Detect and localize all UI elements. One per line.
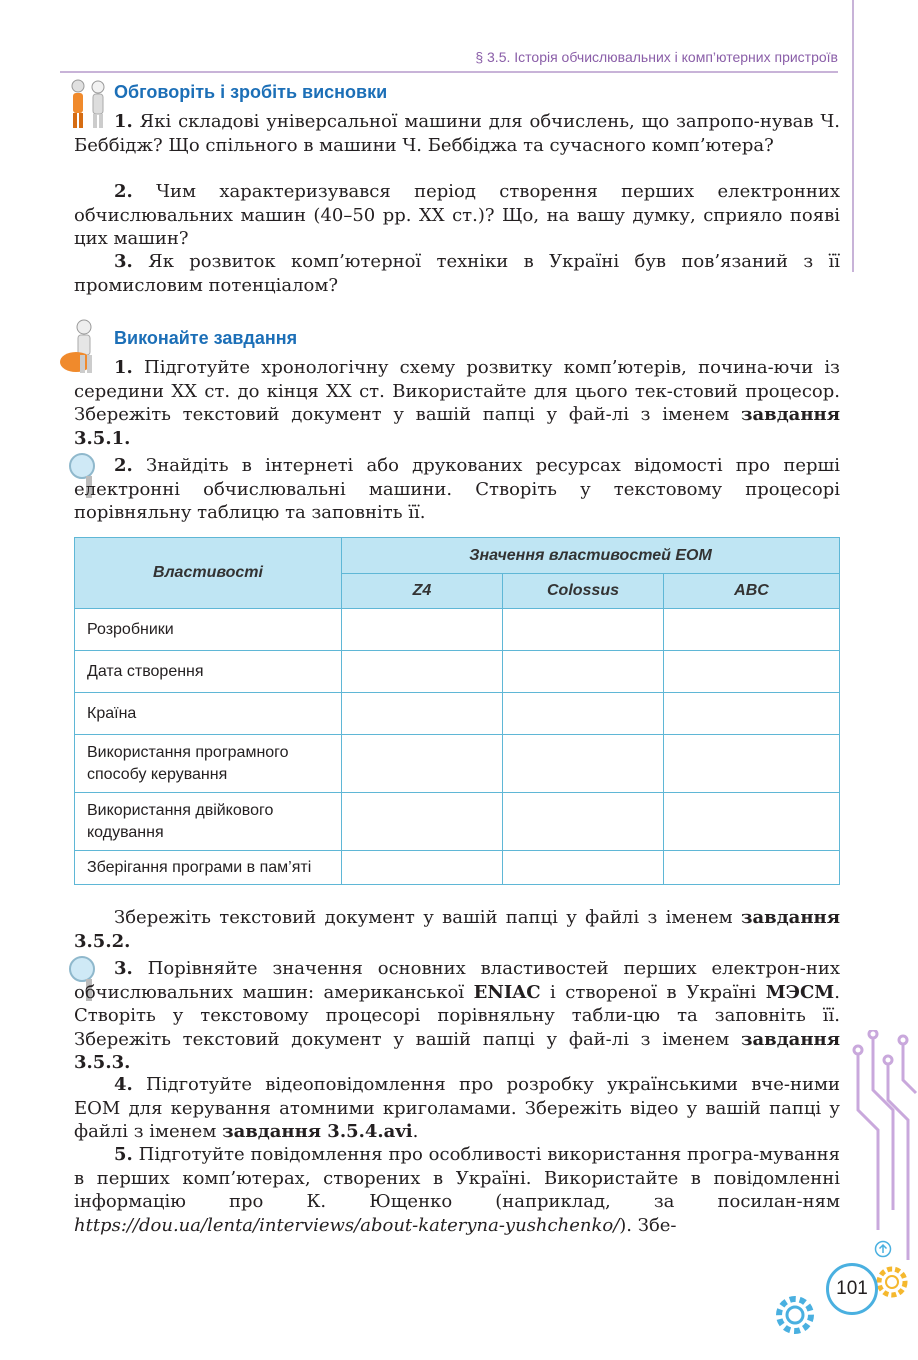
row-label: Зберігання програми в пам’яті	[75, 851, 342, 885]
table-header-machine: Z4	[342, 574, 503, 609]
task-2: 2. Знайдіть в інтернеті або друкованих ресурсах відомості про перші електронні обчислювальні машини. Створіть у текстовому процесорі порівняльну таблицю та заповніть її.	[74, 455, 840, 523]
task-1: 1. Підготуйте хронологічну схему розвитку комп’ютерів, почина-ючи із середини XX ст. до кінця XX ст. Використайте для цього тек-стовий процесор. Збережіть текстовий документ у вашій папці у фай-лі з іменем завдання 3.5.1.	[74, 357, 840, 449]
table-row	[75, 693, 840, 735]
table-header-group: Значення властивостей ЕОМ	[342, 538, 840, 574]
margin-rule	[852, 0, 854, 272]
table-header-machine: Colossus	[503, 574, 664, 609]
row-label: Дата створення	[75, 651, 342, 693]
table-header-machine: ABC	[664, 574, 840, 609]
gear-icon	[872, 1262, 912, 1302]
question-1: 1. Які складові універсальної машини для обчислень, що запропо-нував Ч. Беббідж? Що спільного в машини Ч. Беббіджа та сучасного комп’ютера?	[74, 111, 840, 156]
table-row	[75, 851, 840, 885]
reference-link[interactable]: https://dou.ua/lenta/interviews/about-kateryna-yushchenko/	[74, 1214, 620, 1236]
page-number: 101	[826, 1263, 878, 1315]
section-title-tasks: Виконайте завдання	[114, 328, 298, 348]
gear-icon	[770, 1290, 820, 1340]
task-5: 5. Підготуйте повідомлення про особливості використання програ-мування в перших комп’ютерах, створених в Україні. Використайте в повідомленні інформацію про К. Ющенко (наприклад, за посилан-ням https://dou.ua/lenta/interviews/about-kateryna-yushchenko/). Збе-	[74, 1144, 840, 1236]
arrow-up-icon	[874, 1240, 892, 1258]
running-header	[60, 49, 838, 73]
section-title-discuss: Обговоріть і зробіть висновки	[114, 82, 388, 102]
table-row	[75, 793, 840, 851]
table-row	[75, 735, 840, 793]
row-label: Використання двійкового кодування	[75, 793, 342, 851]
question-2: 2. Чим характеризувався період створення перших електронних обчислювальних машин (40–50 рр. XX ст.)? Що, на вашу думку, сприяло появі цих машин?	[74, 181, 840, 249]
row-label: Розробники	[75, 609, 342, 651]
task-3: 3. Порівняйте значення основних властивостей перших електрон-них обчислювальних машин: американської ENIAC і створеної в Україні МЭСМ. Створіть у текстовому процесорі порівняльну табли-цю та заповніть її. Збережіть текстовий документ у вашій папці у фай-лі з іменем завдання 3.5.3.	[74, 958, 840, 1073]
task-4: 4. Підготуйте відеоповідомлення про розробку українськими вче-ними ЕОМ для керування атомними криголамами. Збережіть відео у вашій папці у файлі з іменем завдання 3.5.4.avi.	[74, 1074, 840, 1142]
table-row	[75, 651, 840, 693]
table-header-properties: Властивості	[75, 538, 342, 609]
row-label: Використання програмного способу керування	[75, 735, 342, 793]
table-row	[75, 609, 840, 651]
running-header-title: § 3.5. Історія обчислювальних і комп’ютерних пристроїв	[475, 49, 838, 65]
question-3: 3. Як розвиток комп’ютерної техніки в Україні був пов’язаний з її промисловим потенціалом?	[74, 251, 840, 296]
save-instruction-2: Збережіть текстовий документ у вашій папці у файлі з іменем завдання 3.5.2.	[74, 907, 840, 952]
row-label: Країна	[75, 693, 342, 735]
properties-table	[74, 537, 840, 885]
